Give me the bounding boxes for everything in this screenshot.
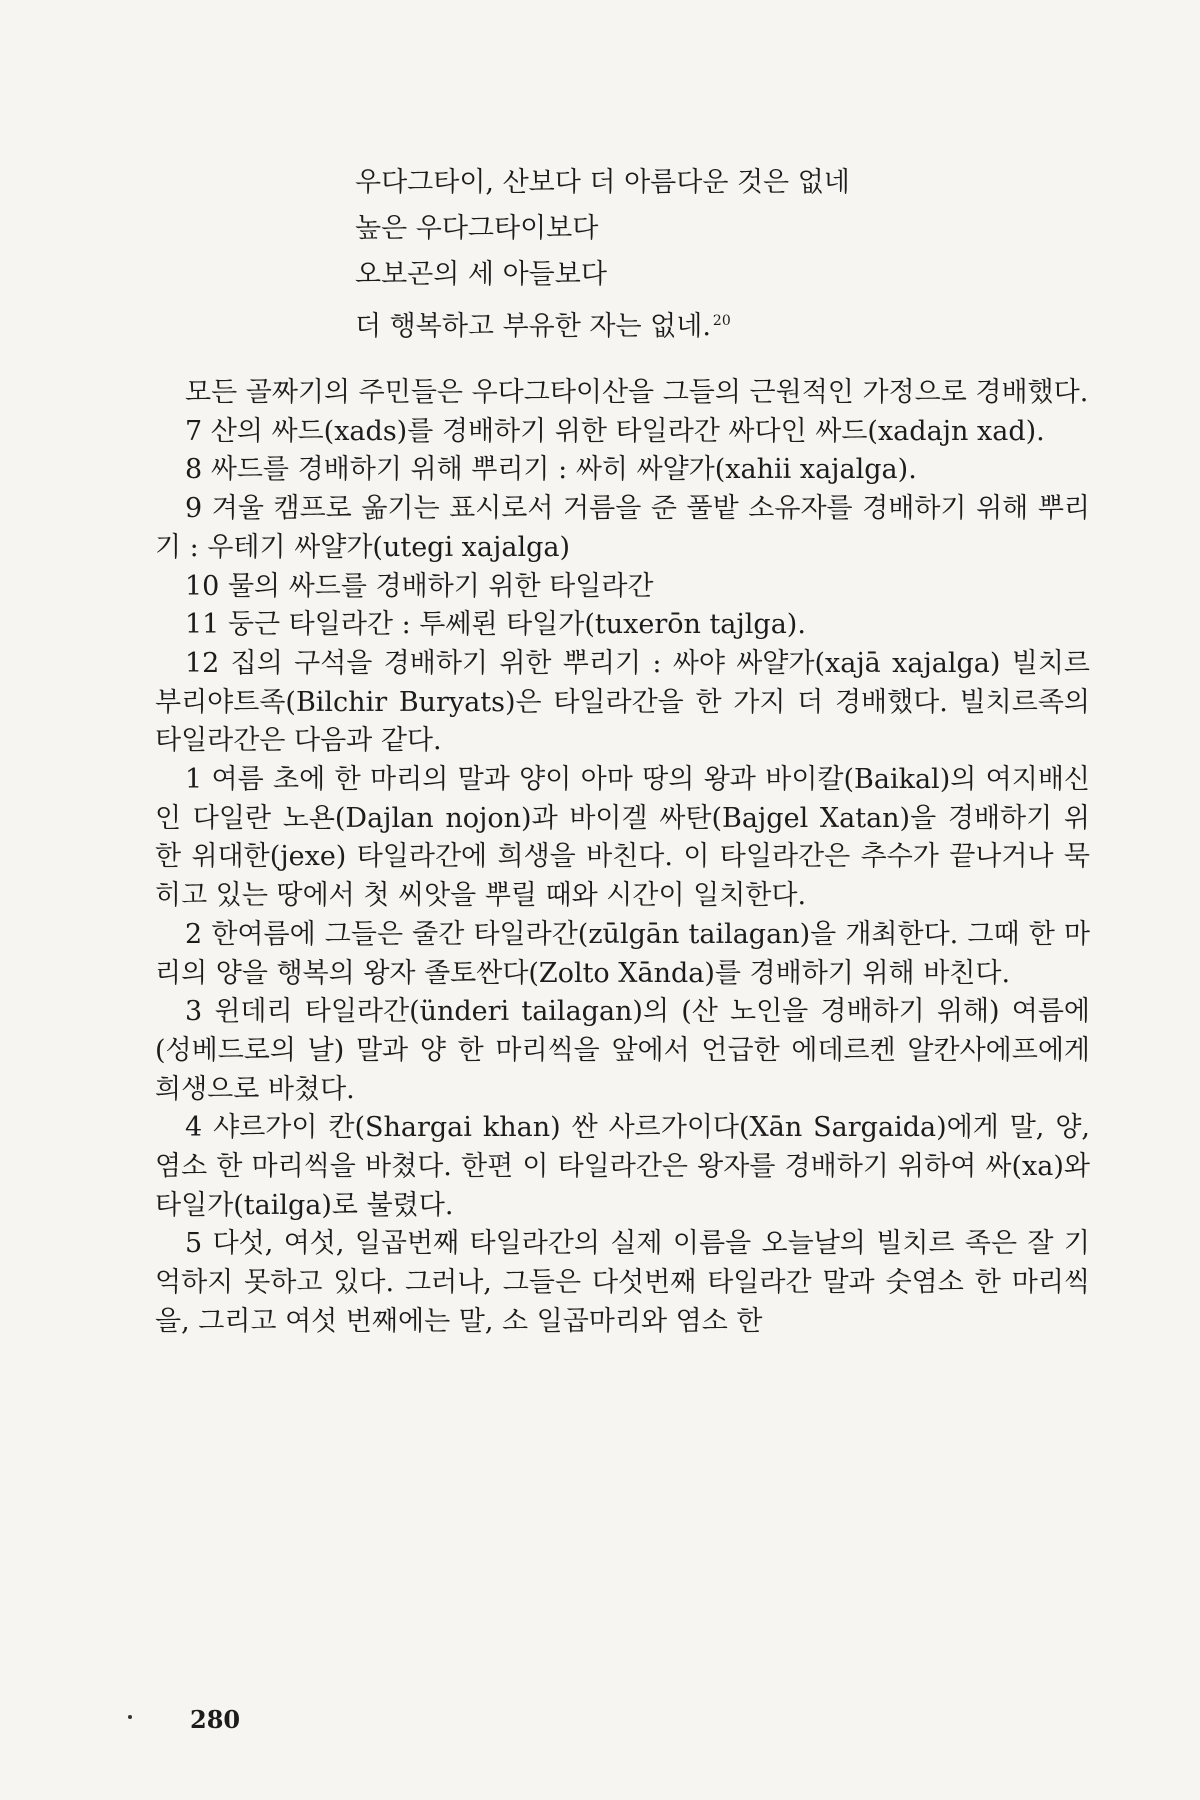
page-number: 280 xyxy=(190,1705,241,1734)
paragraph: 12 집의 구석을 경배하기 위한 뿌리기 : 싸야 싸얄가(xajā xajalga) 빌치르 부리야트족(Bilchir Buryats)은 타일라간을 한 가지 더 경배했다. 빌치르족의 타일라간은 다음과 같다. xyxy=(155,647,1090,757)
poem-block xyxy=(355,160,975,350)
paragraph: 9 겨울 캠프로 옮기는 표시로서 거름을 준 풀밭 소유자를 경배하기 위해 뿌리기 : 우테기 싸얄가(utegi xajalga) xyxy=(155,493,1090,563)
poem-line: 높은 우다그타이보다 xyxy=(355,213,599,244)
poem-line-text: 더 행복하고 부유한 자는 없네. xyxy=(355,311,711,342)
poem-line: 오보곤의 세 아들보다 xyxy=(355,259,607,290)
paragraph: 10 물의 싸드를 경배하기 위한 타일라간 xyxy=(185,570,654,602)
paragraph: 11 둥근 타일라간 : 투쎄뢴 타일가(tuxerōn tajlga). xyxy=(185,609,806,641)
paragraph: 모든 골짜기의 주민들은 우다그타이산을 그들의 근원적인 가정으로 경배했다. xyxy=(185,377,1089,408)
paragraph: 7 산의 싸드(xads)를 경배하기 위한 타일라간 싸다인 싸드(xadajn xad). xyxy=(185,415,1045,447)
paragraph: 5 다섯, 여섯, 일곱번째 타일라간의 실제 이름을 오늘날의 빌치르 족은 잘 기억하지 못하고 있다. 그러나, 그들은 다섯번째 타일라간 말과 숫염소 한 마리씩을, 그리고 여섯 번째에는 말, 소 일곱마리와 염소 한 xyxy=(155,1228,1090,1337)
margin-dot xyxy=(128,1715,132,1719)
poem-line: 우다그타이, 산보다 더 아름다운 것은 없네 xyxy=(355,167,850,198)
poem-line-last xyxy=(355,298,975,350)
footnote-marker: 20 xyxy=(712,313,731,329)
body-text xyxy=(155,374,1090,1342)
paragraph: 3 윈데리 타일라간(ünderi tailagan)의 (산 노인을 경배하기 위해) 여름에(성베드로의 날) 말과 양 한 마리씩을 앞에서 언급한 에데르켄 알칸사에프에게 희생으로 바쳤다. xyxy=(155,996,1090,1105)
paragraph: 8 싸드를 경배하기 위해 뿌리기 : 싸히 싸얄가(xahii xajalga). xyxy=(185,454,917,486)
paragraph: 1 여름 초에 한 마리의 말과 양이 아마 땅의 왕과 바이칼(Baikal)의 여지배신인 다일란 노욘(Dajlan nojon)과 바이겔 싸탄(Bajgel Xatan)을 경배하기 위한 위대한(jexe) 타일라간에 희생을 바친다. 이 타일라간은 추수가 끝나거나 묵히고 있는 땅에서 첫 씨앗을 뿌릴 때와 시간이 일치한다. xyxy=(155,764,1090,912)
paragraph: 2 한여름에 그들은 줄간 타일라간(zūlgān tailagan)을 개최한다. 그때 한 마리의 양을 행복의 왕자 졸토싼다(Zolto Xānda)를 경배하기 위해 바친다. xyxy=(155,918,1090,989)
paragraph: 4 샤르가이 칸(Shargai khan) 싼 사르가이다(Xān Sargaida)에게 말, 양, 염소 한 마리씩을 바쳤다. 한편 이 타일라간은 왕자를 경배하기 위하여 싸(xa)와 타일가(tailga)로 불렸다. xyxy=(155,1112,1090,1221)
